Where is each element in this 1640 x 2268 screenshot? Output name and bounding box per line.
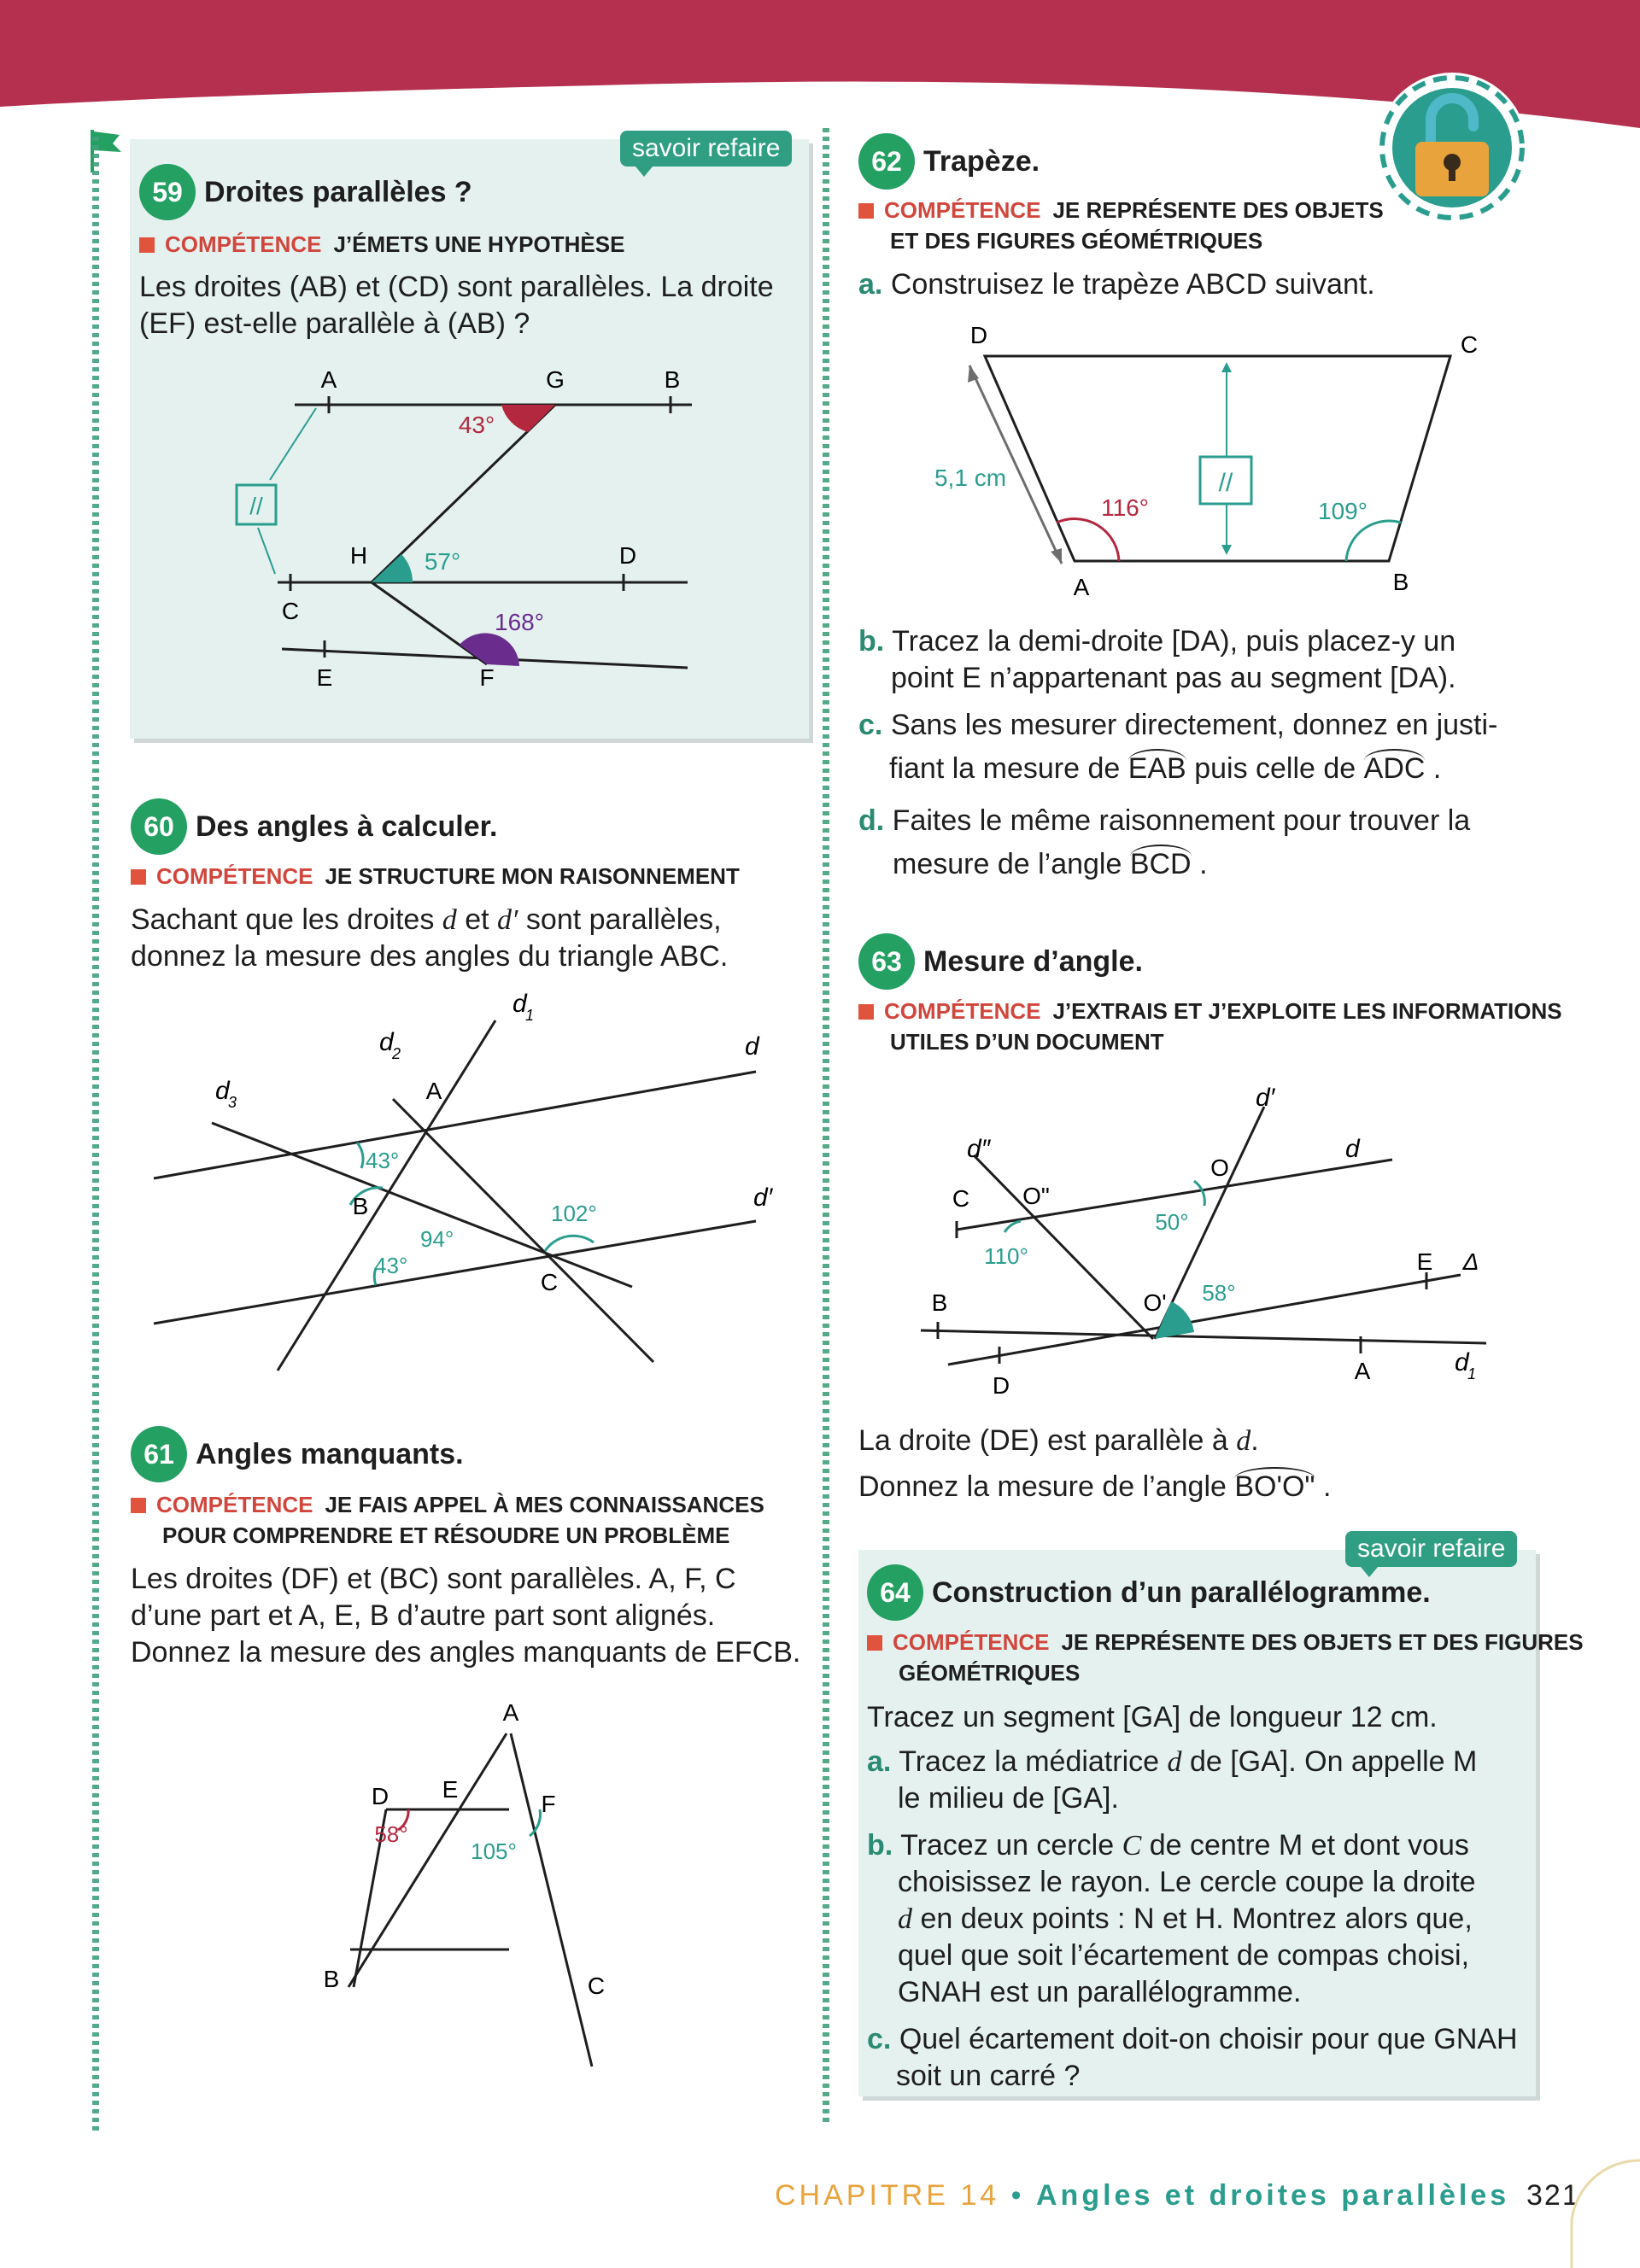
svg-text:Δ: Δ (1462, 1248, 1479, 1275)
svg-text:43°: 43° (458, 412, 495, 438)
svg-text:B: B (352, 1193, 369, 1219)
ex64-competence: COMPÉTENCE JE REPRÉSENTE DES OBJETS ET DES FIGURES GÉOMÉTRIQUES (867, 1627, 1584, 1688)
svg-text:3: 3 (228, 1094, 237, 1111)
ex63-number: 63 (858, 933, 915, 990)
footer-chapter: CHAPITRE 14 • Angles et droites parallèles (775, 2179, 1510, 2212)
ex64-question-c: c. Quel écartement doit-on choisir pour que GNAH soit un carré ? (867, 2023, 1518, 2092)
svg-text:A: A (425, 1078, 442, 1104)
ex61-header (131, 1426, 464, 1482)
page-number: 321 (1526, 2179, 1580, 2212)
ex64-question-b: b. Tracez un cercle C de centre M et dont vous choisissez le rayon. Le cercle coupe la droite d en deux points : N et H. Montrez alors que, quel que soit l’écartement de compas choisi, GNAH est un parallélogramme. (867, 1829, 1476, 2008)
ex63-statement-2: Donnez la mesure de l’angle BO'O" . (858, 1467, 1331, 1505)
ex61-figure (316, 1686, 624, 2079)
ex62-number: 62 (858, 133, 915, 190)
ex62-question-a: a. Construisez le trapèze ABCD suivant. (858, 268, 1375, 301)
ex59-number: 59 (139, 164, 196, 220)
ex62-title: Trapèze. (923, 144, 1040, 178)
ex62-competence: COMPÉTENCE JE REPRÉSENTE DES OBJETS ET DES FIGURES GÉOMÉTRIQUES (858, 195, 1384, 256)
svg-text:d: d (1455, 1348, 1469, 1377)
ex59-title: Droites parallèles ? (204, 175, 472, 208)
svg-text:d: d (215, 1077, 230, 1105)
svg-text:58°: 58° (374, 1821, 408, 1847)
ex62-header (858, 133, 1040, 190)
ex59-figure (222, 359, 700, 700)
svg-text:116°: 116° (1101, 494, 1149, 521)
svg-text:C: C (587, 1973, 606, 1999)
svg-text:105°: 105° (471, 1838, 517, 1864)
svg-text:43°: 43° (374, 1253, 408, 1278)
svg-text:109°: 109° (1318, 498, 1368, 524)
ex61-title: Angles manquants. (196, 1437, 464, 1470)
ex59-header (139, 164, 472, 220)
ex62-figure (922, 324, 1512, 606)
ex60-number: 60 (131, 798, 187, 855)
svg-text:A: A (1354, 1358, 1371, 1384)
svg-text:94°: 94° (420, 1226, 454, 1252)
svg-text:O': O' (1143, 1289, 1167, 1316)
ex60-statement: Sachant que les droites d et d′ sont parallèles, donnez la mesure des angles du triangle ABC. (131, 903, 729, 973)
svg-text:D: D (618, 542, 637, 569)
svg-text:58°: 58° (1202, 1280, 1236, 1306)
svg-text:d″: d″ (967, 1135, 991, 1163)
svg-text:d′: d′ (1256, 1084, 1275, 1112)
ex61-competence: COMPÉTENCE JE FAIS APPEL À MES CONNAISSANCES POUR COMPRENDRE ET RÉSOUDRE UN PROBLÈME (131, 1489, 764, 1551)
svg-text:G: G (546, 366, 565, 393)
svg-text:57°: 57° (424, 548, 461, 575)
ex63-figure (914, 1080, 1529, 1409)
ex62-question-c: c. Sans les mesurer directement, donnez en justi- fiant la mesure de EAB puis celle de ADC . (858, 709, 1498, 785)
svg-text:C: C (1460, 331, 1479, 358)
svg-text:A: A (1073, 574, 1090, 600)
svg-text:1: 1 (1467, 1365, 1477, 1382)
svg-text:d′: d′ (753, 1184, 773, 1212)
corner-decoration (1563, 2152, 1640, 2268)
svg-text:B: B (664, 366, 681, 393)
svg-text:B: B (931, 1289, 948, 1316)
ex63-statement-1: La droite (DE) est parallèle à d. (858, 1424, 1259, 1457)
svg-text:F: F (541, 1791, 556, 1817)
svg-text:E: E (316, 664, 333, 691)
svg-text:O": O" (1022, 1183, 1050, 1209)
ex60-header (131, 798, 497, 855)
svg-text:110°: 110° (984, 1243, 1028, 1269)
svg-text:2: 2 (392, 1045, 401, 1062)
svg-text:168°: 168° (495, 609, 544, 635)
svg-text:A: A (320, 366, 337, 393)
svg-text:H: H (349, 542, 368, 569)
svg-text:d: d (512, 990, 527, 1018)
ex59-competence: COMPÉTENCE J’ÉMETS UNE HYPOTHÈSE (139, 229, 624, 260)
ex63-competence: COMPÉTENCE J’EXTRAIS ET J’EXPLOITE LES INFORMATIONS UTILES D’UN DOCUMENT (858, 996, 1562, 1057)
svg-text:d: d (1345, 1135, 1360, 1163)
svg-text:B: B (323, 1966, 340, 1992)
ex62-question-b: b. Tracez la demi-droite [DA), puis placez-y un point E n’appartenant pas au segment [DA). (858, 625, 1456, 694)
svg-text:E: E (442, 1776, 459, 1803)
svg-text:5,1 cm: 5,1 cm (934, 465, 1007, 491)
svg-text:D: D (371, 1783, 390, 1809)
ex60-figure (145, 986, 811, 1379)
svg-text:D: D (969, 324, 988, 348)
ex60-title: Des angles à calculer. (196, 810, 498, 843)
ex63-title: Mesure d’angle. (923, 944, 1143, 978)
ex64-title: Construction d’un parallélogramme. (932, 1575, 1431, 1609)
svg-text:102°: 102° (551, 1201, 597, 1226)
left-margin-dots (92, 137, 99, 2135)
ex64-badge: savoir refaire (1345, 1531, 1517, 1567)
svg-text:E: E (1416, 1248, 1433, 1275)
lock-icon (1371, 67, 1533, 229)
svg-text:O: O (1210, 1154, 1229, 1181)
ex59-badge: savoir refaire (620, 131, 792, 167)
ex61-statement: Les droites (DF) et (BC) sont parallèles. A, F, C d’une part et A, E, B d’autre part sont alignés. Donnez la mesure des angles manquants de EFCB. (131, 1563, 801, 1669)
svg-text:C: C (281, 598, 300, 624)
svg-text:d: d (379, 1028, 394, 1056)
svg-text:d: d (745, 1032, 759, 1061)
svg-text:1: 1 (525, 1007, 535, 1024)
svg-text:F: F (479, 664, 495, 691)
ex64-question-a: a. Tracez la médiatrice d de [GA]. On appelle M le milieu de [GA]. (867, 1745, 1478, 1815)
ex63-header (858, 933, 1143, 990)
svg-text:A: A (502, 1699, 519, 1726)
ex59-statement: Les droites (AB) et (CD) sont parallèles. La droite (EF) est-elle parallèle à (AB) ? (139, 271, 774, 340)
column-divider-dots (823, 128, 829, 2126)
svg-text:43°: 43° (366, 1148, 400, 1173)
ex64-number: 64 (867, 1564, 923, 1621)
svg-text:C: C (952, 1185, 970, 1212)
ex64-header (867, 1564, 1431, 1621)
ex60-competence: COMPÉTENCE JE STRUCTURE MON RAISONNEMENT (131, 861, 740, 891)
svg-text:B: B (1392, 569, 1409, 595)
ex61-number: 61 (131, 1426, 187, 1482)
svg-text:50°: 50° (1155, 1209, 1189, 1235)
svg-text:C: C (540, 1269, 559, 1295)
svg-text://: // (1218, 469, 1233, 497)
svg-text:D: D (992, 1372, 1010, 1399)
svg-text://: // (249, 493, 263, 519)
ex64-intro: Tracez un segment [GA] de longueur 12 cm. (867, 1701, 1438, 1733)
ex62-question-d: d. Faites le même raisonnement pour trouver la mesure de l’angle BCD . (858, 804, 1471, 880)
